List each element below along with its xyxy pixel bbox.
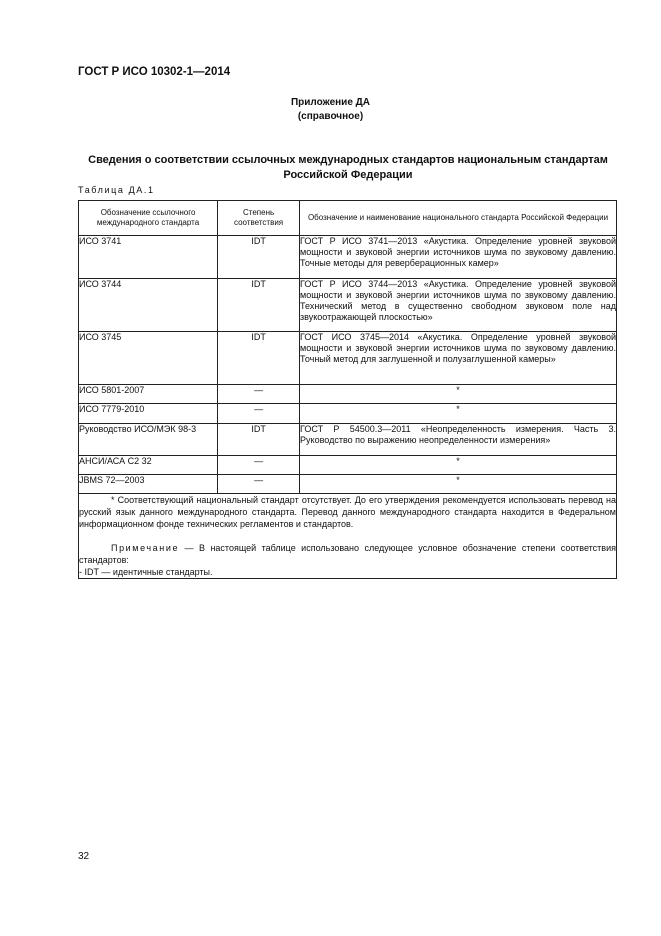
cell-code: ИСО 3741 [79, 236, 218, 279]
appendix-type: (справочное) [297, 111, 364, 122]
cell-standard: ГОСТ Р ИСО 3744—2013 «Акустика. Определение уровней звуковой мощности и звуковой энергии источников шума по звуковому давлению. Технический метод в существенно свободном звуковом поле над звукоотражающей плоскостью» [300, 279, 617, 332]
page-number: 32 [78, 851, 90, 862]
cell-standard: ГОСТ Р ИСО 3741—2013 «Акустика. Определение уровней звуковой мощности и звуковой энергии источников шума по звуковому давлению. Точные методы для реверберационных камер» [300, 236, 617, 279]
note-text: — В настоящей таблице использовано следующее условное обозначение степени соответствия стандартов: [79, 543, 616, 565]
note-item: - IDT — идентичные стандарты. [79, 567, 213, 577]
cell-code: ИСО 3744 [79, 279, 218, 332]
table-footer [79, 494, 617, 579]
cell-degree: — [218, 385, 300, 404]
cell-degree: IDT [218, 332, 300, 385]
section-title: Сведения о соответствии ссылочных международных стандартов национальным стандартам Российской Федерации [88, 154, 608, 181]
cell-code: ИСО 3745 [79, 332, 218, 385]
cell-degree: IDT [218, 279, 300, 332]
table-footer-row [79, 494, 617, 579]
header-national-standard: Обозначение и наименование национального стандарта Российской Федерации [300, 201, 617, 236]
cell-standard: * [300, 385, 617, 404]
cell-degree: — [218, 456, 300, 475]
note [79, 542, 616, 566]
footnote: * Соответствующий национальный стандарт отсутствует. До его утверждения рекомендуется использовать перевод на русский язык данного международного стандарта. Перевод данного международного стандарта находится в Федеральном информационном фонде технических регламентов и стандартов. [79, 495, 616, 529]
cell-code: ИСО 5801-2007 [79, 385, 218, 404]
note-label: Примечание [111, 543, 180, 553]
appendix-heading [0, 96, 661, 124]
cell-standard: * [300, 475, 617, 494]
appendix-label: Приложение ДА [290, 97, 371, 108]
cell-code: АНСИ/АСА С2 32 [79, 456, 218, 475]
cell-code: JBMS 72—2003 [79, 475, 218, 494]
table-row [79, 279, 617, 332]
header-international-standard: Обозначение ссылочного международного стандарта [79, 201, 218, 236]
header-degree: Степень соответствия [218, 201, 300, 236]
cell-code: Руководство ИСО/МЭК 98-3 [79, 424, 218, 456]
table-row [79, 332, 617, 385]
table-header-row [79, 201, 617, 236]
cell-degree: — [218, 404, 300, 424]
table-row [79, 424, 617, 456]
cell-standard: ГОСТ Р 54500.3—2011 «Неопределенность измерения. Часть 3. Руководство по выражению неопределенности измерения» [300, 424, 617, 456]
table-row [79, 385, 617, 404]
cell-code: ИСО 7779-2010 [79, 404, 218, 424]
cell-degree: IDT [218, 236, 300, 279]
table-row [79, 456, 617, 475]
table-row [79, 404, 617, 424]
document-number: ГОСТ Р ИСО 10302-1—2014 [78, 66, 231, 78]
correspondence-table [78, 200, 617, 579]
cell-standard: * [300, 456, 617, 475]
cell-degree: — [218, 475, 300, 494]
cell-degree: IDT [218, 424, 300, 456]
table-row [79, 236, 617, 279]
cell-standard: ГОСТ ИСО 3745—2014 «Акустика. Определение уровней звуковой мощности и звуковой энергии источников шума по звуковому давлению. Точный метод для заглушенной и полузаглушенной камеры» [300, 332, 617, 385]
table-label: Таблица ДА.1 [78, 185, 155, 195]
table-row [79, 475, 617, 494]
cell-standard: * [300, 404, 617, 424]
